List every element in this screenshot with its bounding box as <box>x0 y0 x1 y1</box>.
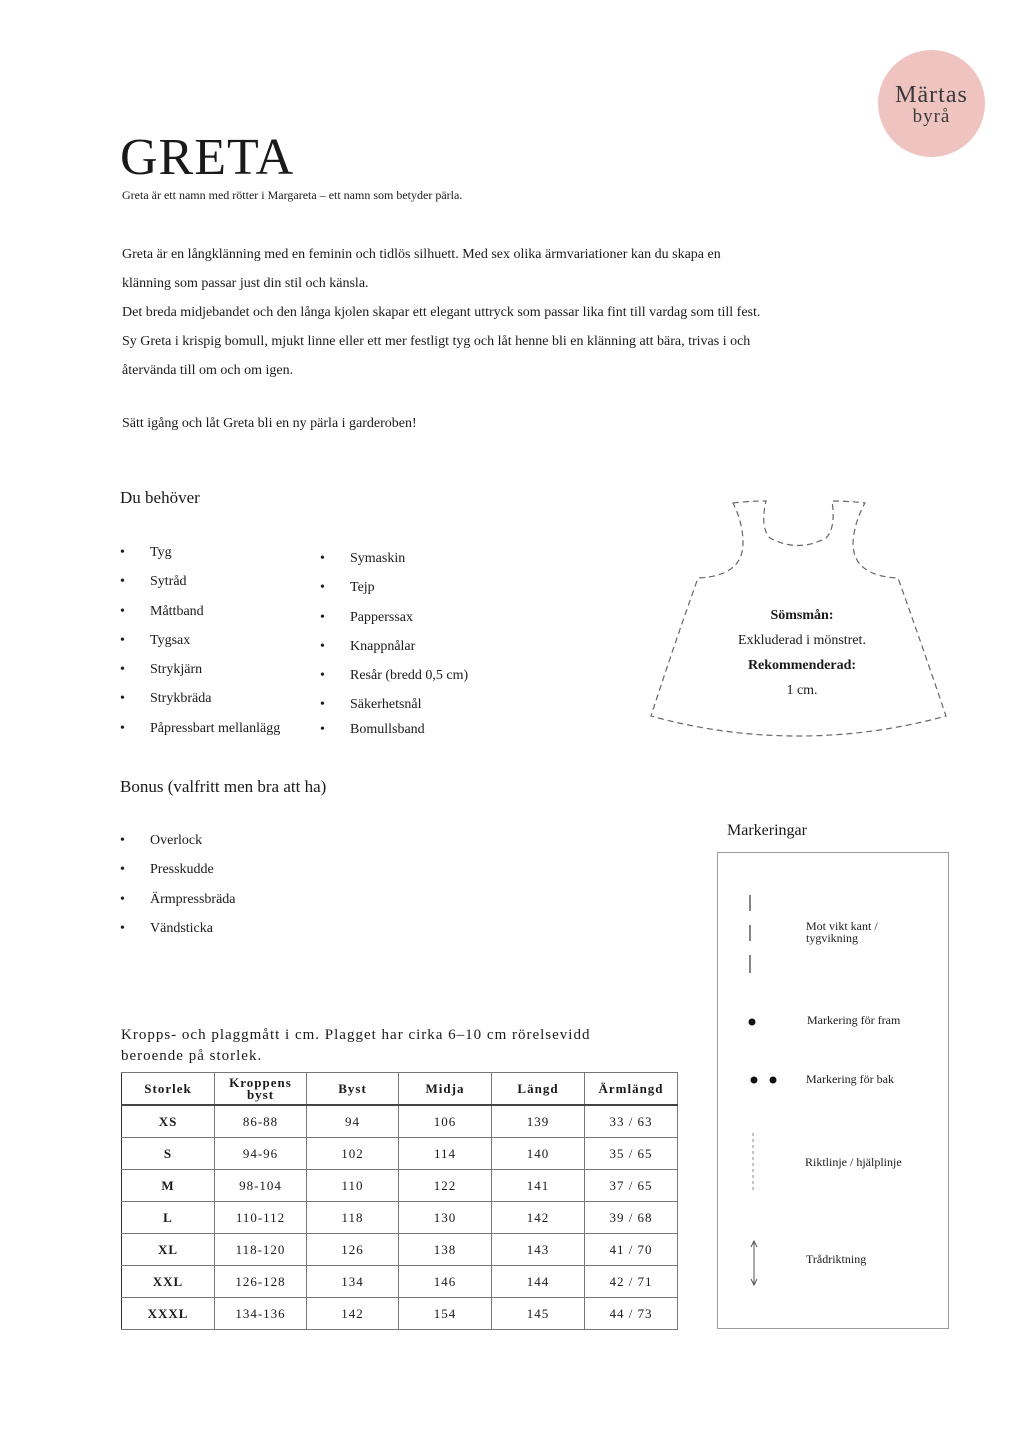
table-cell: 134 <box>307 1266 399 1298</box>
caption-line2: beroende på storlek. <box>121 1048 263 1064</box>
logo-line1: Märtas <box>895 82 968 108</box>
table-cell: 154 <box>399 1298 492 1330</box>
list-item: • Tygsax <box>120 633 280 662</box>
back-label: Markering för bak <box>806 1072 894 1086</box>
front-label: Markering för fram <box>807 1013 901 1027</box>
intro-line: klänning som passar just din stil och känsla. <box>122 276 369 291</box>
table-cell: 122 <box>399 1170 492 1202</box>
brand-logo <box>878 50 985 157</box>
list-item: • Säkerhetsnål <box>320 697 468 726</box>
fold-label-line2: tygvikning <box>806 931 859 945</box>
markings-legend <box>717 852 949 1329</box>
fold-label <box>806 920 878 944</box>
table-cell: 35 / 65 <box>585 1138 678 1170</box>
table-cell: 118 <box>307 1202 399 1234</box>
page-subtitle: Greta är ett namn med rötter i Margareta – ett namn som betyder pärla. <box>122 188 463 202</box>
table-row <box>122 1170 678 1202</box>
table-cell: 42 / 71 <box>585 1266 678 1298</box>
size-cell: L <box>122 1202 215 1234</box>
bonus-list <box>120 833 236 950</box>
list-item: • Sytråd <box>120 574 280 603</box>
column-header: Byst <box>307 1073 399 1106</box>
intro-line: Det breda midjebandet och den långa kjolen skapar ett elegant uttryck som passar lika fint till vardag som till fest. <box>122 305 761 320</box>
table-cell: 44 / 73 <box>585 1298 678 1330</box>
list-item: • Strykjärn <box>120 662 280 691</box>
needs-list-1 <box>120 545 280 750</box>
table-row <box>122 1266 678 1298</box>
table-header-row <box>122 1073 678 1106</box>
list-item: • Papperssax <box>320 610 468 639</box>
column-header: Ärmlängd <box>585 1073 678 1106</box>
fold-label-line1: Mot vikt kant / <box>806 919 878 933</box>
seam-allowance-info <box>700 603 904 703</box>
table-cell: 142 <box>307 1298 399 1330</box>
seam-label: Sömsmån: <box>770 608 834 623</box>
table-cell: 126 <box>307 1234 399 1266</box>
table-cell: 142 <box>492 1202 585 1234</box>
table-cell: 134-136 <box>215 1298 307 1330</box>
back-dots-icon <box>748 1074 782 1086</box>
grain-label: Trådriktning <box>806 1252 867 1266</box>
table-cell: 94 <box>307 1105 399 1138</box>
table-cell: 98-104 <box>215 1170 307 1202</box>
guide-label: Riktlinje / hjälplinje <box>805 1155 902 1169</box>
table-cell: 141 <box>492 1170 585 1202</box>
logo-line2: byrå <box>912 106 951 127</box>
intro-line: Sätt igång och låt Greta bli en ny pärla i garderoben! <box>122 416 417 431</box>
intro-line: Greta är en långklänning med en feminin och tidlös silhuett. Med sex olika ärmvariationer kan du skapa en <box>122 247 721 262</box>
size-table-caption <box>121 1025 681 1067</box>
list-item: • Presskudde <box>120 862 236 891</box>
table-cell: 145 <box>492 1298 585 1330</box>
fold-line-icon <box>746 893 756 977</box>
list-item: • Overlock <box>120 833 236 862</box>
table-cell: 41 / 70 <box>585 1234 678 1266</box>
table-cell: 130 <box>399 1202 492 1234</box>
size-table <box>121 1072 678 1330</box>
table-cell: 146 <box>399 1266 492 1298</box>
column-header: Storlek <box>122 1073 215 1106</box>
table-cell: 126-128 <box>215 1266 307 1298</box>
intro-text <box>122 240 882 438</box>
table-cell: 143 <box>492 1234 585 1266</box>
seam-value: Exkluderad i mönstret. <box>738 633 866 648</box>
list-item: • Påpressbart mellanlägg <box>120 721 280 750</box>
table-cell: 110-112 <box>215 1202 307 1234</box>
table-row <box>122 1234 678 1266</box>
table-cell: 39 / 68 <box>585 1202 678 1234</box>
table-cell: 139 <box>492 1105 585 1138</box>
list-item: • Ärmpressbräda <box>120 892 236 921</box>
column-header: Midja <box>399 1073 492 1106</box>
intro-line: Sy Greta i krispig bomull, mjukt linne eller ett mer festligt tyg och låt henne bli en klänning att bära, trivas i och <box>122 334 751 349</box>
seam-recommended-label: Rekommenderad: <box>747 658 857 673</box>
size-cell: XL <box>122 1234 215 1266</box>
size-cell: XS <box>122 1105 215 1138</box>
list-item: • Vändsticka <box>120 921 236 950</box>
column-header: Kroppens byst <box>215 1073 307 1106</box>
list-item: • Knappnålar <box>320 639 468 668</box>
table-cell: 37 / 65 <box>585 1170 678 1202</box>
list-item: • Symaskin <box>320 551 468 580</box>
guide-line-icon <box>750 1133 756 1191</box>
table-row <box>122 1105 678 1138</box>
table-cell: 33 / 63 <box>585 1105 678 1138</box>
list-item: • Tyg <box>120 545 280 574</box>
caption-line1: Kropps- och plaggmått i cm. Plagget har cirka 6–10 cm rörelsevidd <box>121 1027 591 1043</box>
front-dot-icon <box>746 1016 758 1028</box>
bonus-heading: Bonus (valfritt men bra att ha) <box>120 777 327 796</box>
table-cell: 94-96 <box>215 1138 307 1170</box>
list-item: • Resår (bredd 0,5 cm) <box>320 668 468 697</box>
table-cell: 110 <box>307 1170 399 1202</box>
table-cell: 138 <box>399 1234 492 1266</box>
grainline-arrow-icon <box>748 1239 760 1287</box>
table-cell: 102 <box>307 1138 399 1170</box>
needs-heading: Du behöver <box>120 488 200 507</box>
list-item: • Strykbräda <box>120 691 280 720</box>
list-item: • Bomullsband <box>320 722 468 746</box>
table-row <box>122 1138 678 1170</box>
seam-recommended-value: 1 cm. <box>786 683 818 698</box>
table-cell: 118-120 <box>215 1234 307 1266</box>
table-cell: 114 <box>399 1138 492 1170</box>
size-cell: XXL <box>122 1266 215 1298</box>
list-item: • Måttband <box>120 604 280 633</box>
intro-line: återvända till om och om igen. <box>122 363 294 378</box>
page-title: GRETA <box>120 129 295 186</box>
markings-heading: Markeringar <box>727 822 807 839</box>
table-cell: 106 <box>399 1105 492 1138</box>
table-cell: 144 <box>492 1266 585 1298</box>
list-item: • Tejp <box>320 580 468 609</box>
needs-list-2 <box>320 551 468 746</box>
size-cell: XXXL <box>122 1298 215 1330</box>
table-row <box>122 1202 678 1234</box>
size-cell: M <box>122 1170 215 1202</box>
table-cell: 86-88 <box>215 1105 307 1138</box>
table-cell: 140 <box>492 1138 585 1170</box>
size-cell: S <box>122 1138 215 1170</box>
table-row <box>122 1298 678 1330</box>
column-header: Längd <box>492 1073 585 1106</box>
